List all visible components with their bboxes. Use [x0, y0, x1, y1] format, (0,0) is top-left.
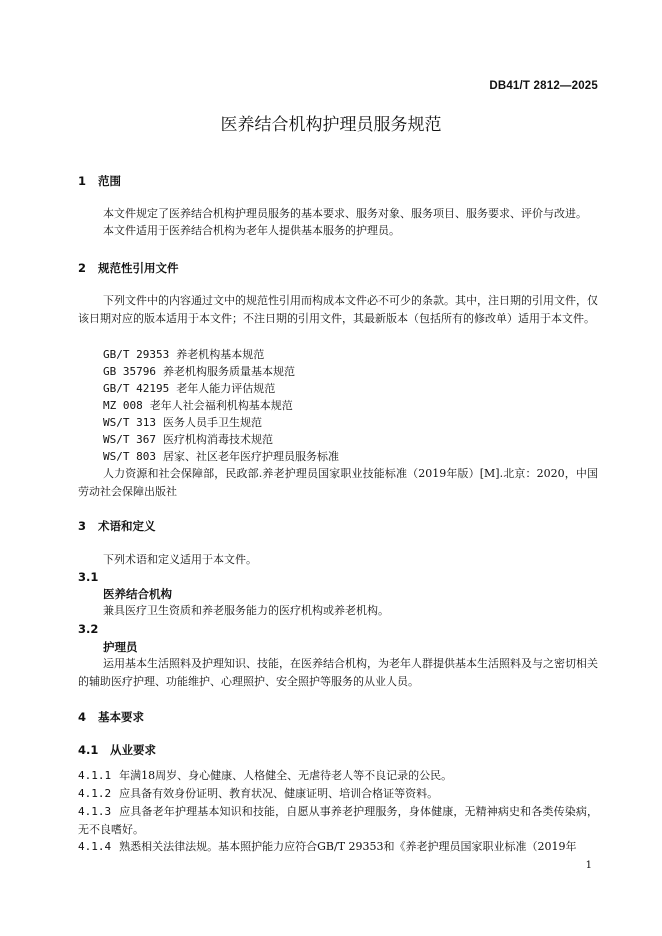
reference-item — [103, 346, 264, 362]
section-title: 基本要求 — [98, 710, 144, 724]
section-number: 4 — [78, 710, 87, 724]
paragraph: 下列术语和定义适用于本文件。 — [103, 553, 257, 566]
reference-name: 老年人社会福利机构基本规范 — [149, 399, 293, 412]
term-name: 护理员 — [103, 640, 138, 654]
section-number: 3 — [78, 519, 87, 533]
reference-code: GB/T 42195 — [103, 382, 170, 395]
reference-code: GB/T 29353 — [103, 348, 170, 361]
term-name: 医养结合机构 — [103, 587, 172, 601]
reference-code: GB 35796 — [103, 365, 156, 378]
reference-code: WS/T 803 — [103, 450, 156, 463]
clause — [78, 767, 598, 785]
reference-code: MZ 008 — [103, 399, 143, 412]
section-title: 术语和定义 — [98, 519, 156, 533]
reference-item — [103, 448, 339, 464]
reference-name: 医疗机构消毒技术规范 — [162, 433, 273, 446]
section-1-heading — [78, 173, 121, 189]
clause-number: 4.1.1 — [78, 769, 112, 782]
clause — [78, 785, 598, 803]
clause — [78, 838, 598, 856]
term-number: 3.2 — [78, 622, 99, 636]
section-2-heading — [78, 260, 179, 276]
paragraph: 本文件规定了医养结合机构护理员服务的基本要求、服务对象、服务项目、服务要求、评价与改进。 — [103, 207, 587, 220]
standard-code: DB41/T 2812—2025 — [489, 80, 598, 92]
section-number: 2 — [78, 261, 87, 275]
reference-item — [103, 397, 293, 413]
term-definition: 运用基本生活照料及护理知识、技能，在医养结合机构，为老年人群提供基本生活照料及与之密切相关的辅助医疗护理、功能维护、心理照护、安全照护等服务的从业人员。 — [78, 657, 598, 688]
subsection-number: 4.1 — [78, 743, 99, 757]
paragraph: 本文件适用于医养结合机构为老年人提供基本服务的护理员。 — [103, 224, 400, 237]
reference-item — [103, 380, 275, 396]
subsection-4-1-heading — [78, 742, 156, 758]
reference-code: WS/T 313 — [103, 416, 156, 429]
reference-item — [103, 431, 273, 447]
reference-name: 养老机构基本规范 — [176, 348, 265, 361]
subsection-title: 从业要求 — [110, 743, 156, 757]
section-number: 1 — [78, 174, 87, 188]
reference-item — [103, 363, 295, 379]
reference-name: 养老机构服务质量基本规范 — [162, 365, 295, 378]
clause — [78, 803, 598, 839]
clause-text: 熟悉相关法律法规。基本照护能力应符合GB/T 29353和《养老护理员国家职业标准（2019年 — [119, 840, 577, 853]
term-number: 3.1 — [78, 570, 99, 584]
section-title: 范围 — [98, 174, 121, 188]
paragraph: 下列文件中的内容通过文中的规范性引用而构成本文件必不可少的条款。其中，注日期的引用文件，仅该日期对应的版本适用于本文件；不注日期的引用文件，其最新版本（包括所有的修改单）适用于本文件。 — [78, 294, 598, 325]
reference-item — [103, 414, 262, 430]
clause-number: 4.1.2 — [78, 787, 112, 800]
clause-text: 应具备有效身份证明、教育状况、健康证明、培训合格证等资料。 — [119, 787, 439, 800]
reference-name: 老年人能力评估规范 — [176, 382, 276, 395]
term-definition: 兼具医疗卫生资质和养老服务能力的医疗机构或养老机构。 — [103, 604, 389, 617]
section-title: 规范性引用文件 — [98, 261, 179, 275]
document-title: 医养结合机构护理员服务规范 — [220, 115, 442, 135]
clause-text: 年满18周岁、身心健康、人格健全、无虐待老人等不良记录的公民。 — [119, 769, 453, 782]
section-3-heading — [78, 518, 156, 534]
page-number: 1 — [585, 860, 592, 871]
clause-number: 4.1.4 — [78, 840, 112, 853]
clause-text: 应具备老年护理基本知识和技能，自愿从事养老护理服务，身体健康，无精神病史和各类传染病，无不良嗜好。 — [78, 805, 598, 836]
paragraph: 人力资源和社会保障部，民政部.养老护理员国家职业技能标准（2019年版）[M].北京：2020，中国劳动社会保障出版社 — [78, 467, 598, 498]
reference-name: 医务人员手卫生规范 — [162, 416, 262, 429]
section-4-heading — [78, 709, 144, 725]
clause-number: 4.1.3 — [78, 805, 112, 818]
reference-name: 居家、社区老年医疗护理员服务标准 — [162, 450, 339, 463]
reference-code: WS/T 367 — [103, 433, 156, 446]
